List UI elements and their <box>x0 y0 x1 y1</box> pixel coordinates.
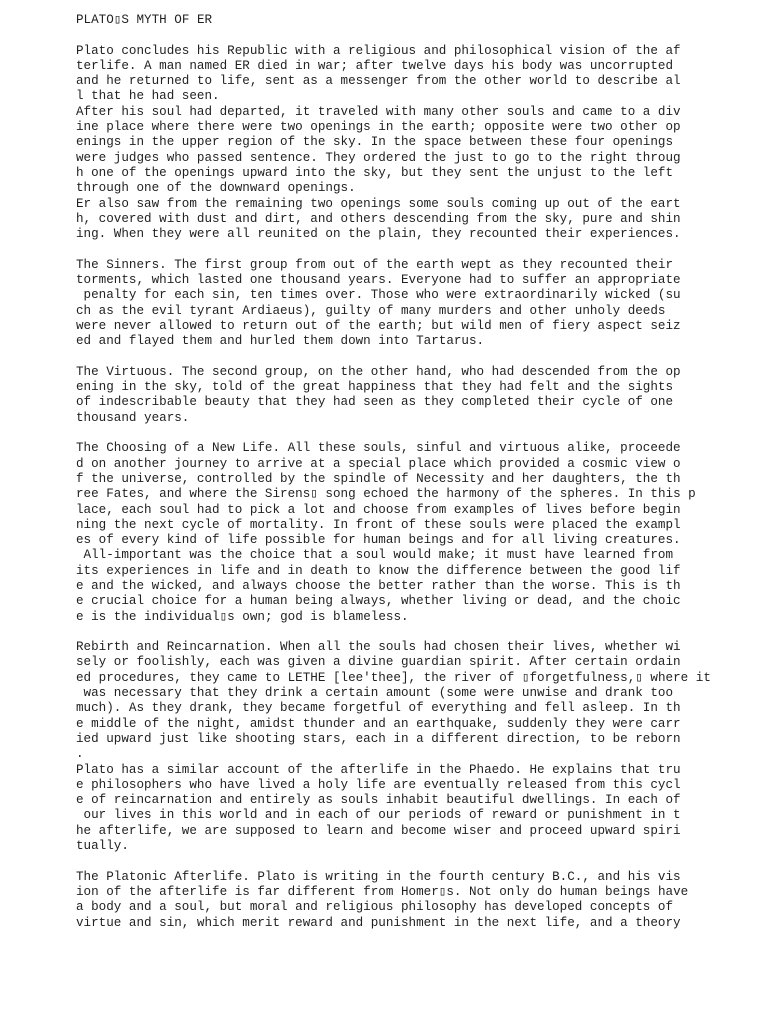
text-line: through one of the downward openings. <box>76 181 356 196</box>
text-line: was necessary that they drink a certain amount (some were unwise and drank too <box>76 686 674 701</box>
text-line: Rebirth and Reincarnation. When all the souls had chosen their lives, whether wi <box>76 640 681 655</box>
text-line: h one of the openings upward into the sky, but they sent the unjust to the left <box>76 165 674 180</box>
text-line: h, covered with dust and dirt, and others descending from the sky, pure and shin <box>76 211 681 226</box>
text-line: Er also saw from the remaining two openings some souls coming up out of the eart <box>76 196 681 211</box>
text-line: The Platonic Afterlife. Plato is writing in the fourth century B.C., and his vis <box>76 869 681 884</box>
text-line <box>76 854 756 869</box>
text-line: ed and flayed them and hurled them down into Tartarus. <box>76 334 485 349</box>
text-line: e middle of the night, amidst thunder and an earthquake, suddenly they were carr <box>76 716 681 731</box>
text-line: sely or foolishly, each was given a divine guardian spirit. After certain ordain <box>76 655 681 670</box>
text-line: ion of the afterlife is far different from Homer▯s. Not only do human beings have <box>76 884 689 899</box>
text-line: he afterlife, we are supposed to learn and become wiser and proceed upward spiri <box>76 823 681 838</box>
text-line: much). As they drank, they became forgetful of everything and fell asleep. In th <box>76 701 681 716</box>
text-line: ree Fates, and where the Sirens▯ song echoed the harmony of the spheres. In this p <box>76 487 696 502</box>
text-line: ch as the evil tyrant Ardiaeus), guilty of many murders and other unholy deeds <box>76 303 666 318</box>
text-line: tually. <box>76 839 129 854</box>
text-line: a body and a soul, but moral and religious philosophy has developed concepts of <box>76 900 674 915</box>
text-line: of indescribable beauty that they had seen as they completed their cycle of one <box>76 395 674 410</box>
text-line: were judges who passed sentence. They ordered the just to go to the right throug <box>76 150 681 165</box>
text-line: e of reincarnation and entirely as souls inhabit beautiful dwellings. In each of <box>76 793 681 808</box>
text-line: ening in the sky, told of the great happiness that they had felt and the sights <box>76 380 674 395</box>
text-line: penalty for each sin, ten times over. Those who were extraordinarily wicked (su <box>76 288 681 303</box>
text-line <box>76 625 756 640</box>
text-line: ing. When they were all reunited on the plain, they recounted their experiences. <box>76 227 681 242</box>
text-line: e is the individual▯s own; god is blameless. <box>76 609 409 624</box>
text-line: lace, each soul had to pick a lot and choose from examples of lives before begin <box>76 502 681 517</box>
text-line: and he returned to life, sent as a messenger from the other world to describe al <box>76 74 681 89</box>
document-page <box>76 13 756 931</box>
text-line: Plato has a similar account of the afterlife in the Phaedo. He explains that tru <box>76 762 681 777</box>
text-line: enings in the upper region of the sky. In the space between these four openings <box>76 135 674 150</box>
text-line: l that he had seen. <box>76 89 220 104</box>
text-line: virtue and sin, which merit reward and punishment in the next life, and a theory <box>76 915 681 930</box>
text-line: e and the wicked, and always choose the better rather than the worse. This is th <box>76 578 681 593</box>
text-line: e crucial choice for a human being always, whether living or dead, and the choic <box>76 594 681 609</box>
text-line: thousand years. <box>76 410 190 425</box>
text-line: ed procedures, they came to LETHE [lee'thee], the river of ▯forgetfulness,▯ where it <box>76 670 711 685</box>
text-line: f the universe, controlled by the spindle of Necessity and her daughters, the th <box>76 471 681 486</box>
text-line: All-important was the choice that a soul would make; it must have learned from <box>76 548 674 563</box>
text-line: Plato concludes his Republic with a religious and philosophical vision of the af <box>76 43 681 58</box>
text-line: After his soul had departed, it traveled with many other souls and came to a div <box>76 104 681 119</box>
text-line: d on another journey to arrive at a special place which provided a cosmic view o <box>76 456 681 471</box>
text-line: ine place where there were two openings in the earth; opposite were two other op <box>76 120 681 135</box>
text-line: The Sinners. The first group from out of the earth wept as they recounted their <box>76 257 674 272</box>
text-line: ning the next cycle of mortality. In front of these souls were placed the exampl <box>76 517 681 532</box>
text-line: es of every kind of life possible for human beings and for all living creatures. <box>76 533 681 548</box>
text-line: e philosophers who have lived a holy life are eventually released from this cycl <box>76 777 681 792</box>
text-line: The Choosing of a New Life. All these souls, sinful and virtuous alike, proceede <box>76 441 681 456</box>
text-line <box>76 350 756 365</box>
text-line: its experiences in life and in death to know the difference between the good lif <box>76 563 681 578</box>
text-line <box>76 426 756 441</box>
text-line: our lives in this world and in each of our periods of reward or punishment in t <box>76 808 681 823</box>
text-line: were never allowed to return out of the earth; but wild men of fiery aspect seiz <box>76 318 681 333</box>
text-line <box>76 242 756 257</box>
text-line: The Virtuous. The second group, on the other hand, who had descended from the op <box>76 364 681 379</box>
document-title: PLATO▯S MYTH OF ER <box>76 13 213 27</box>
text-line: ied upward just like shooting stars, each in a different direction, to be reborn <box>76 731 681 746</box>
text-line: torments, which lasted one thousand years. Everyone had to suffer an appropriate <box>76 273 681 288</box>
text-line: . <box>76 747 84 762</box>
text-line: terlife. A man named ER died in war; after twelve days his body was uncorrupted <box>76 58 674 73</box>
text-line <box>76 28 756 43</box>
